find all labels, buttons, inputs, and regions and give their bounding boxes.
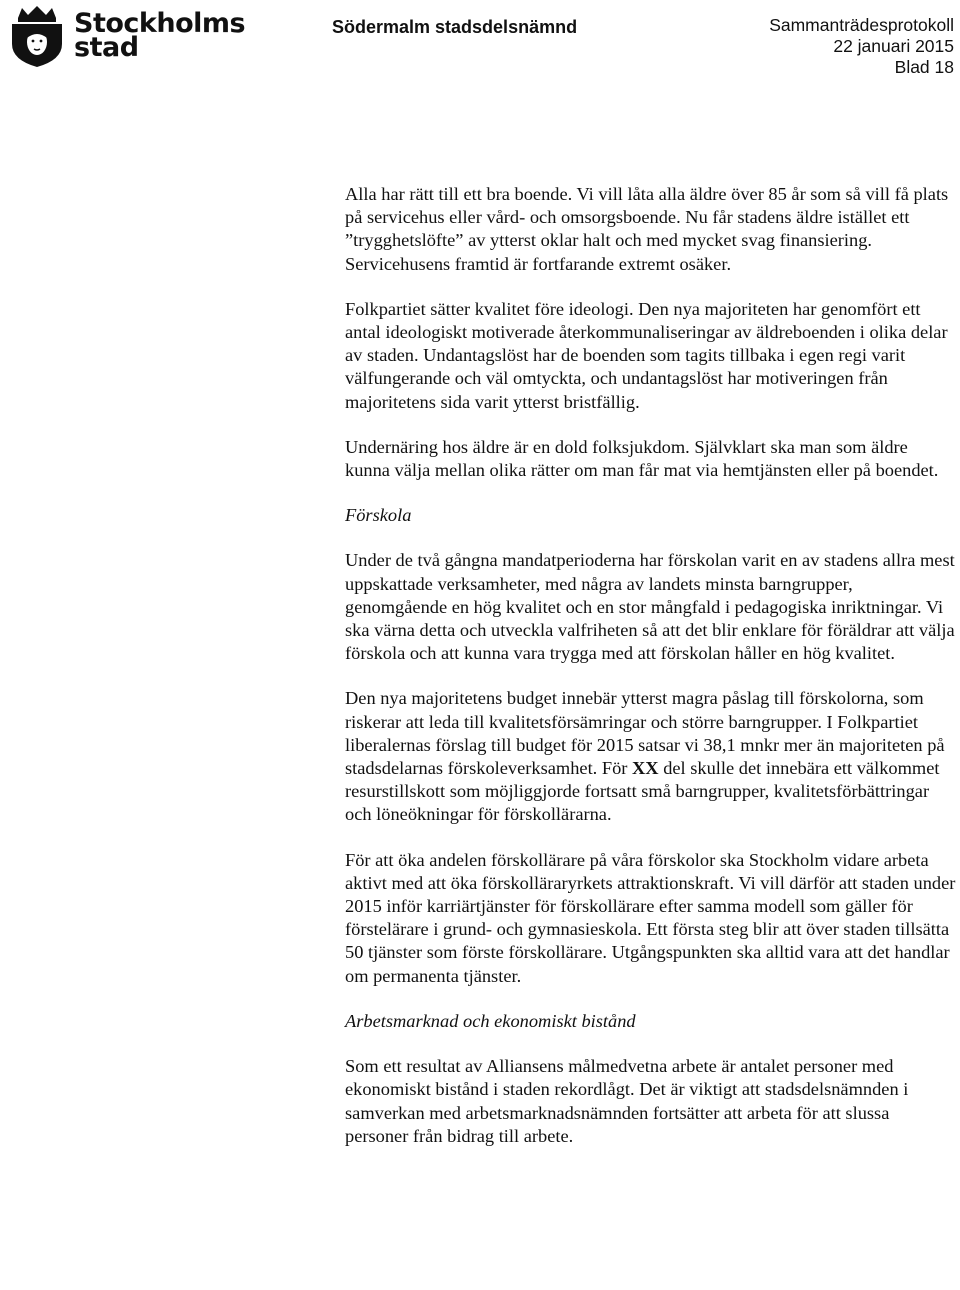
page-number: Blad 18 bbox=[894, 57, 954, 77]
budget-text-before: Den nya majoritetens budget innebär ytterst magra påslag till förskolorna, som riskerar att leda till kvalitetsförsämringar och större barngrupper. I Folkpartiet liberalernas förslag till budget för 2015 satsar vi 38,1 mnkr mer än majoriteten på stadsdelarnas förskoleverksamhet. För bbox=[345, 688, 945, 779]
paragraph-kvalitet: Folkpartiet sätter kvalitet före ideologi. Den nya majoriteten har genomfört ett antal ideologiskt motiverade återkommunaliseringar av äldreboenden i olika delar av staden. Undantagslöst har de boenden som tagits tillbaka i egen regi varit välfungerande och väl omtyckta, och undantagslöst har motiveringen från majoritetens sida varit ytterst bristfällig. bbox=[345, 298, 948, 412]
paragraph-undernaring: Undernäring hos äldre är en dold folksjukdom. Självklart ska man som äldre kunna välja mellan olika rätter om man får mat via hemtjänsten eller på boendet. bbox=[345, 436, 939, 481]
committee-name: Södermalm stadsdelsnämnd bbox=[332, 17, 578, 37]
logo-text-line1: Stockholms bbox=[74, 8, 246, 39]
crown-shield-icon bbox=[4, 4, 70, 68]
document-type: Sammanträdesprotokoll bbox=[769, 15, 954, 35]
section-heading-arbetsmarknad: Arbetsmarknad och ekonomiskt bistånd bbox=[345, 1010, 636, 1031]
logo-text-line2: stad bbox=[74, 32, 139, 63]
header-meta bbox=[769, 15, 954, 78]
paragraph-karriartjanster: För att öka andelen förskollärare på våra förskolor ska Stockholm vidare arbeta aktivt med att öka förskolläraryrkets attraktionskraft. Vi vill därför att staden under 2015 inför karriärtjänster för förskollärare efter samma modell som gäller för förstelärare i grund- och gymnasieskola. Ett första steg blir att över staden tillsätta 50 tjänster som förste förskollärare. Utgångspunkten ska alltid vara att det handlar om permanenta tjänster. bbox=[345, 849, 956, 986]
paragraph-budget bbox=[345, 687, 957, 826]
meeting-date: 22 januari 2015 bbox=[833, 36, 954, 56]
paragraph-boende: Alla har rätt till ett bra boende. Vi vill låta alla äldre över 85 år som så vill få plats på servicehus eller vård- och omsorgsboende. Nu får stadens äldre istället ett ”trygghetslöfte” av ytterst oklar halt och med mycket svag finansiering. Servicehusens framtid är fortfarande extremt osäker. bbox=[345, 184, 949, 274]
paragraph-forskola-intro: Under de två gångna mandatperioderna har förskolan varit en av stadens allra mest uppskattade verksamheter, med några av landets minsta barngrupper, genomgående en hög kvalitet och en stor mångfald i pedagogiska inriktningar. Vi ska värna detta och utveckla valfriheten så att det blir enklare för föräldrar att välja förskola och att kunna vara trygga med att förskolan håller en hög kvalitet. bbox=[345, 550, 955, 664]
stockholms-stad-logo bbox=[4, 4, 245, 68]
section-heading-forskola: Förskola bbox=[345, 505, 412, 526]
document-body bbox=[345, 183, 957, 1170]
logo-wordmark bbox=[74, 8, 246, 63]
budget-placeholder: XX bbox=[632, 758, 659, 779]
budget-text-after: del skulle det innebära ett välkommet resurstillskott som möjliggjorde fortsatt små barngrupper, kvalitetsförbättringar och löneökningar för förskollärarna. bbox=[345, 758, 940, 825]
paragraph-bistand: Som ett resultat av Alliansens målmedvetna arbete är antalet personer med ekonomiskt bistånd i staden rekordlågt. Det är viktigt att stadsdelsnämnden i samverkan med arbetsmarknadsnämnden fortsätter att arbeta för att slussa personer från bidrag till arbete. bbox=[345, 1056, 909, 1146]
